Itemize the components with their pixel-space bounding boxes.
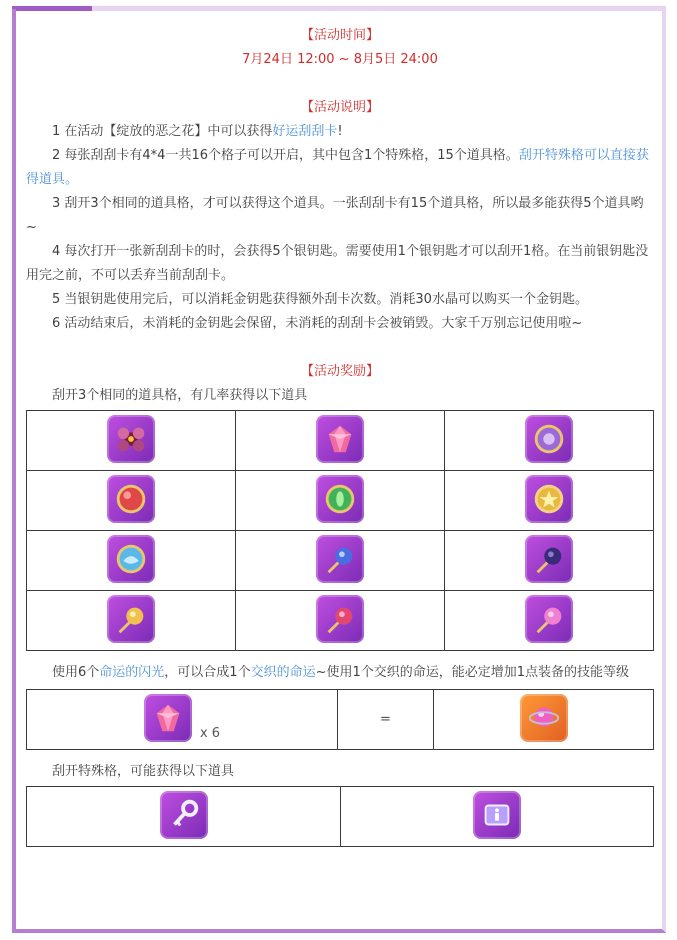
special-cell (27, 787, 341, 847)
reward-cell (445, 531, 654, 591)
multiplier-label: x 6 (199, 725, 221, 741)
woven-fate-orb-icon[interactable] (520, 694, 568, 742)
combine-part: 使用6个 (52, 665, 100, 680)
desc-text: ! (337, 124, 343, 139)
pink-gem-icon[interactable] (316, 415, 364, 463)
fate-flash-gem-icon[interactable] (144, 694, 192, 742)
table-row (27, 471, 654, 531)
purple-orb-badge-icon[interactable] (525, 415, 573, 463)
pink-orb-staff-icon[interactable] (525, 595, 573, 643)
red-orb-badge-icon[interactable] (107, 475, 155, 523)
reward-cell (236, 531, 445, 591)
reward-cell (236, 471, 445, 531)
flower-ornament-icon[interactable] (107, 415, 155, 463)
dark-orb-staff-icon[interactable] (525, 535, 573, 583)
table-row (27, 531, 654, 591)
reward-cell (27, 591, 236, 651)
time-range: 7月24日 12:00 ~ 8月5日 24:00 (242, 52, 438, 67)
table-row (27, 787, 654, 847)
reward-cell (236, 411, 445, 471)
table-row (27, 591, 654, 651)
desc-item-3: 3 刮开3个相同的道具格，才可以获得这个道具。一张刮刮卡有15个道具格，所以最多能获得5个道具哟~ (26, 196, 644, 235)
gold-orb-staff-icon[interactable] (107, 595, 155, 643)
reward-cell (27, 411, 236, 471)
desc-text: 2 每张刮刮卡有4*4一共16个格子可以开启，其中包含1个特殊格，15个道具格。 (52, 148, 519, 163)
time-heading: 【活动时间】 (300, 28, 379, 43)
silver-key-icon[interactable] (160, 791, 208, 839)
special-cell (341, 787, 654, 847)
combine-output-cell (434, 690, 654, 750)
article-content (26, 24, 654, 847)
reward-cell (445, 591, 654, 651)
fate-flash-link[interactable]: 命运的闪光 (99, 665, 165, 680)
desc-item-5: 5 当银钥匙使用完后，可以消耗金钥匙获得额外刮卡次数。消耗30水晶可以购买一个金钥匙。 (52, 292, 588, 307)
reward-cell (27, 531, 236, 591)
woven-fate-link[interactable]: 交织的命运 (250, 665, 316, 680)
reward-grid (26, 410, 654, 651)
desc-text: 1 在活动【绽放的恶之花】中可以获得 (52, 124, 273, 139)
blue-orb-staff-icon[interactable] (316, 535, 364, 583)
equals-sign: = (380, 711, 391, 727)
special-cell-link[interactable]: 刮开特殊格可以直接获得道具。 (26, 148, 649, 187)
equals-cell (338, 690, 434, 750)
desc-heading: 【活动说明】 (300, 100, 379, 115)
red-orb-staff-icon[interactable] (316, 595, 364, 643)
combine-text (26, 661, 654, 685)
reward-cell (236, 591, 445, 651)
reward-cell (27, 471, 236, 531)
blue-water-badge-icon[interactable] (107, 535, 155, 583)
desc-item-4: 4 每次打开一张新刮刮卡的时，会获得5个银钥匙。需要使用1个银钥匙才可以刮开1格。在当前银钥匙没用完之前，不可以丢弃当前刮刮卡。 (26, 244, 649, 283)
combine-input-cell (27, 690, 338, 750)
combine-table (26, 689, 654, 750)
desc-item-1 (26, 120, 654, 144)
info-card-icon[interactable] (473, 791, 521, 839)
combine-part: ，可以合成1个 (164, 665, 251, 680)
reward-intro: 刮开3个相同的道具格，有几率获得以下道具 (52, 388, 308, 403)
table-row (27, 690, 654, 750)
reward-cell (445, 471, 654, 531)
special-intro: 刮开特殊格，可能获得以下道具 (52, 764, 235, 779)
reward-heading: 【活动奖励】 (300, 364, 379, 379)
green-leaf-badge-icon[interactable] (316, 475, 364, 523)
reward-cell (445, 411, 654, 471)
scratch-card-link[interactable]: 好运刮刮卡 (272, 124, 338, 139)
table-row (27, 411, 654, 471)
gold-star-badge-icon[interactable] (525, 475, 573, 523)
combine-part: ~使用1个交织的命运，能必定增加1点装备的技能等级 (315, 665, 630, 680)
special-table (26, 786, 654, 847)
desc-item-6: 6 活动结束后，未消耗的金钥匙会保留，未消耗的刮刮卡会被销毁。大家千万别忘记使用啦~ (52, 316, 583, 331)
desc-item-2 (26, 144, 654, 192)
